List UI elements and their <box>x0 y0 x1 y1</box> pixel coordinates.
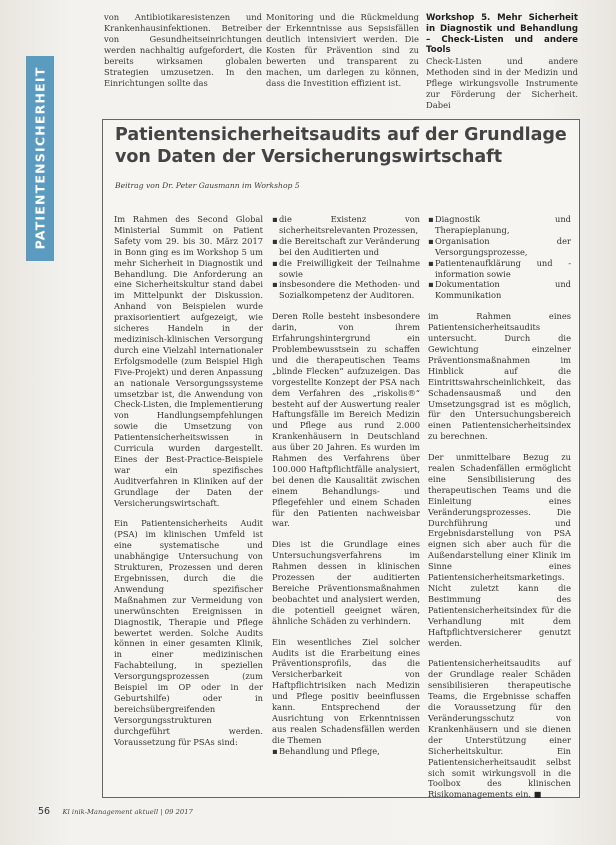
end-of-article-mark: ■ <box>533 790 542 800</box>
list-item: ▪ die Bereitschaft zur Veränderung bei den Auditierten und <box>272 236 420 258</box>
article-column-2 <box>272 214 420 767</box>
paragraph: Deren Rolle besteht insbesondere darin, von ihrem Erfahrungshintergrund ein Problembewusstsein zu schaffen und die therapeutischen Teams „blinde Flecken“ aufzuzeigen. Das vorgestellte Konzept der PSA nach dem Verfahren des „riskolis®“ besteht auf der Auswertung realer Haftungsfälle im Bereich Medizin und Pflege aus rund 2.000 Krankenhäusern in Deutschland aus über 20 Jahren. Es wurden im Rahmen des Verfahrens über 100.000 Haftpflichtfälle analysiert, bei denen die Kausalität zwischen einem Behandlungs- und Pflegefehler und einem Schaden für den Patienten nachweisbar war. <box>272 311 420 529</box>
top-column-2 <box>266 12 419 89</box>
article-byline: Beitrag von Dr. Peter Gausmann im Workshop 5 <box>115 181 300 190</box>
section-tab <box>26 56 54 261</box>
requirements-list <box>272 214 420 301</box>
top-column-3 <box>426 13 578 111</box>
paragraph: Im Rahmen des Second Global Ministerial Summit on Patient Safety vom 29. bis 30. März 2017 in Bonn ging es im Workshop 5 um mehr Sicherheit in Diagnostik und Behandlung. Die Anforderung an eine Sicherheitskultur stand dabei im Mittelpunkt der Diskussion. Anhand von Beispielen wurde praxisorientiert aufgezeigt, wie sicheres Handeln in der medizinisch-klinischen Versorgung durch eine Vielzahl internationaler Erfolgsmodelle (zum Beispiel High Five-Projekt) und deren Anpassung an nationale Versorgungssysteme umsetzbar ist, die Anwendung von Check-Listen, die Implementierung von Handlungsempfehlungen sowie die Umsetzung von Patientensicherheitswissen in Curricula wurden dargestellt. Eines der Best-Practice-Beispiele war ein spezifisches Auditverfahren in Kliniken auf der Grundlage der Daten der Versicherungswirtschaft. <box>114 214 263 508</box>
page-footer <box>38 806 193 817</box>
paragraph: Dies ist die Grundlage eines Untersuchungsverfahrens im Rahmen dessen in klinischen Prozessen der auditierten Bereiche Präventionsmaßnahmen beobachtet und analysiert werden, die potentiell geeignet wären, ähnliche Schäden zu verhindern. <box>272 539 420 626</box>
top-column-3-text: Check-Listen und andere Methoden sind in der Medizin und Pflege wirkungsvolle Instrumente zur Förderung der Sicherheit. Dabei <box>426 56 578 111</box>
section-tab-label: PATIENTENSICHERHEIT <box>32 66 48 250</box>
top-column-1-text: von Antibiotikaresistenzen und Krankenhausinfektionen. Betreiber von Gesundheitseinrichtungen werden nachhaltig aufgefordert, die bereits wirksamen globalen Strategien umzusetzen. In den Einrichtungen sollte das <box>104 12 262 88</box>
page-number: 56 <box>38 806 51 817</box>
workshop-title: Workshop 5. Mehr Sicherheit in Diagnostik und Behandlung – Check-Listen und andere Tools <box>426 13 578 56</box>
paragraph-text: Patientensicherheitsaudits auf der Grundlage realer Schäden sensibilisieren therapeutische Teams, die Ergebnisse schaffen die Voraussetzung für den Veränderungsschutz von Krankenhäusern und sie dienen der Unterstützung einer Sicherheitskultur. Ein Patientensicherheitsaudit selbst sich somit wirkungsvoll in die Toolbox des klinischen Risikomanagements ein. <box>428 658 571 800</box>
list-item: ▪ Patientenaufklärung und -information sowie <box>428 258 571 280</box>
paragraph: im Rahmen eines Patientensicherheitsaudits untersucht. Durch die Gewichtung einzelner Präventionsmaßnahmen im Hinblick auf die Eintrittswahrscheinlichkeit, das Schadensausmaß und den Umsetzungsgrad ist es möglich, für den Untersuchungsbereich einen Patientensicherheitsindex zu berechnen. <box>428 311 571 442</box>
top-column-1 <box>104 12 262 89</box>
article-column-1 <box>114 214 263 758</box>
topics-list <box>272 746 420 757</box>
list-item: ▪ Dokumentation und Kommunikation <box>428 279 571 301</box>
list-item: ▪ Behandlung und Pflege, <box>272 746 420 757</box>
list-item: ▪ Organisation der Versorgungsprozesse, <box>428 236 571 258</box>
article-title: Patientensicherheitsaudits auf der Grundlage von Daten der Versicherungswirtschaft <box>115 125 567 167</box>
paragraph: Ein Patientensicherheits Audit (PSA) im klinischen Umfeld ist eine systematische und unabhängige Untersuchung von Strukturen, Prozessen und deren Ergebnissen, durch die die Anwendung spezifischer Maßnahmen zur Vermeidung von unerwünschten Ereignissen in Diagnostik, Therapie und Pflege bewertet werden. Solche Audits können in einer gesamten Klinik, in einer medizinischen Fachabteilung, in speziellen Versorgungsprozessen (zum Beispiel im OP oder in der Geburtshilfe) oder in bereichsübergreifenden Versorgungsstrukturen durchgeführt werden. Voraussetzung für PSAs sind: <box>114 518 263 747</box>
paragraph: Ein wesentliches Ziel solcher Audits ist die Erarbeitung eines Präventionsprofils, das die Versicherbarkeit von Haftpflichtrisiken nach Medizin und Pflege positiv beeinflussen kann. Entsprechend der Ausrichtung von Erkenntnissen aus realen Schadensfällen werden die Themen <box>272 636 420 745</box>
top-column-2-text: Monitoring und die Rückmeldung der Erkenntnisse aus Sepsisfällen deutlich intensiviert werden. Die Kosten für Prävention sind zu bewerten und transparent zu machen, um darlegen zu können, dass die Investition effizient ist. <box>266 12 419 88</box>
list-item: ▪ insbesondere die Methoden- und Sozialkompetenz der Auditoren. <box>272 279 420 301</box>
list-item: ▪ die Existenz von sicherheitsrelevanten Prozessen, <box>272 214 420 236</box>
article-column-3 <box>428 214 571 811</box>
topics-list-continued <box>428 214 571 301</box>
list-item: ▪ Diagnostik und Therapieplanung, <box>428 214 571 236</box>
journal-name: Kl inik-Management aktuell | 09 2017 <box>62 808 193 816</box>
paragraph: Der unmittelbare Bezug zu realen Schadenfällen ermöglicht eine Sensibilisierung des therapeutischen Teams und die Einleitung eines Veränderungsprozesses. Die Durchführung und Ergebnisdarstellung von PSA eignen sich aber auch für die Außendarstellung einer Klinik im Sinne eines Patientensicherheitsmarketings. Nicht zuletzt kann die Bestimmung des Patientensicherheitsindex für die Verhandlung mit dem Haftpflichtversicherer genutzt werden. <box>428 452 571 648</box>
list-item: ▪ die Freiwilligkeit der Teilnahme sowie <box>272 258 420 280</box>
paragraph <box>428 658 571 801</box>
